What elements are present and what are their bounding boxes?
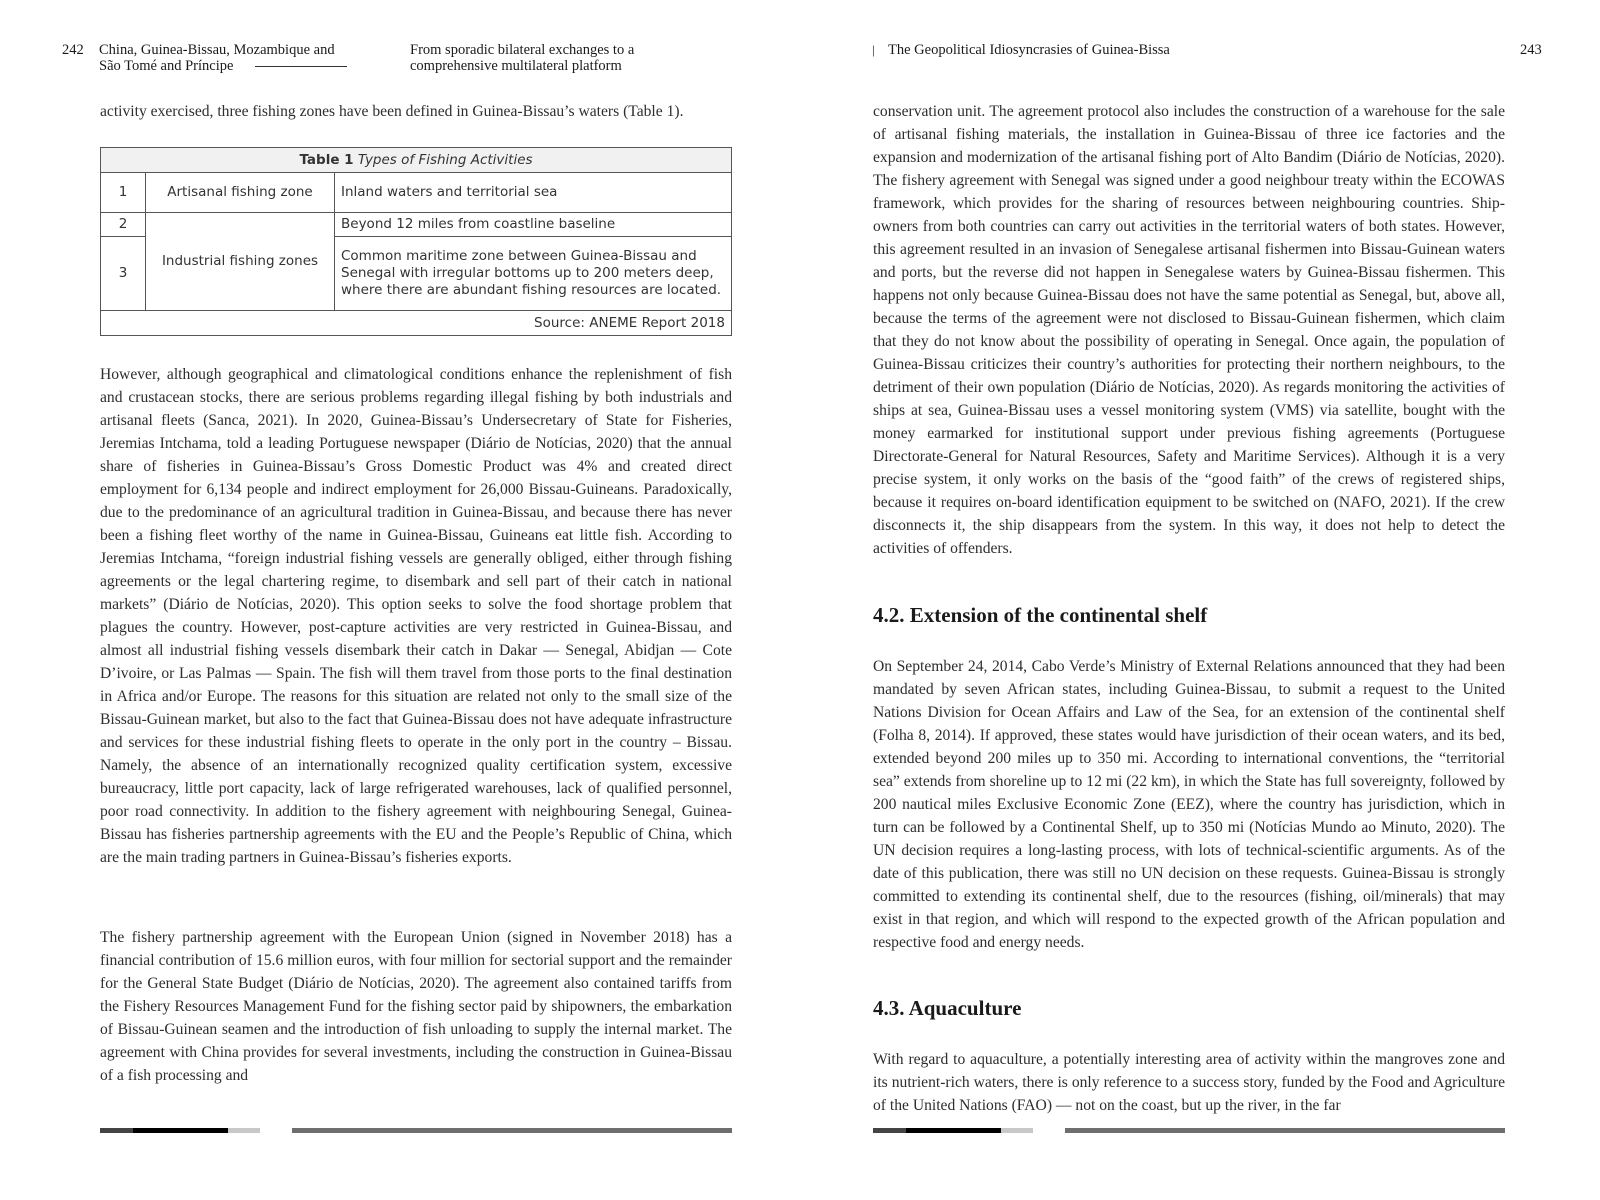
section-heading-4-2: 4.2. Extension of the continental shelf [873, 603, 1208, 627]
running-head-line: China, Guinea-Bissau, Mozambique and [99, 42, 335, 58]
section-heading-4-3: 4.3. Aquaculture [873, 996, 1022, 1020]
table-cell-num: 3 [101, 237, 146, 311]
running-head-line: comprehensive multilateral platform [410, 58, 622, 74]
intro-line [100, 100, 732, 123]
page-number: 243 [1520, 42, 1542, 58]
footer-bar-segment [292, 1128, 732, 1133]
paragraph: On September 24, 2014, Cabo Verde’s Ministry of External Relations announced that they had been mandated by seven African states, including Guinea-Bissau, to submit a request to the United Nations Division for Ocean Affairs and Law of the Sea, for an extension of the continental shelf (Folha 8, 2014). If approved, these states would have jurisdiction of their ocean waters, and its bed, extended beyond 200 miles up to 350 mi. According to international conventions, the “territorial sea” extends from shoreline up to 12 mi (22 km), in which the State has full sovereignty, followed by 200 nautical miles Exclusive Economic Zone (EEZ), where the country has jurisdiction, which in turn can be followed by a Continental Shelf, up to 350 mi (Notícias Mundo ao Minuto, 2020). The UN decision requires a long-lasting process, with lots of technical-scientific arguments. As of the date of this publication, there was still no UN decision on these requests. Guinea-Bissau is strongly committed to extending its continental shelf, due to the resources (fishing, oil/minerals) that may exist in that region, and which will respond to the expected growth of the African population and respective food and energy needs. [873, 658, 1505, 951]
table-caption-row [101, 148, 732, 173]
footer-bar-segment [1065, 1128, 1505, 1133]
body-paragraph-continued [873, 100, 1505, 560]
table-cell-description: Inland waters and territorial sea [335, 173, 732, 213]
table-source: Source: ANEME Report 2018 [101, 311, 732, 336]
table-cell-num: 1 [101, 173, 146, 213]
table-cell-num: 2 [101, 213, 146, 237]
footer-bar-segment [133, 1128, 228, 1133]
paragraph: activity exercised, three fishing zones have been defined in Guinea-Bissau’s waters (Table 1). [100, 103, 684, 120]
table-cell-zone: Industrial fishing zones [146, 213, 335, 311]
table-cell-description: Common maritime zone between Guinea-Bissau and Senegal with irregular bottoms up to 200 meters deep, where there are abundant fishing resources are located. [335, 237, 732, 311]
footer-bar-segment [1001, 1128, 1033, 1133]
page-number: 242 [62, 42, 84, 58]
running-head-chapter-title [410, 42, 634, 74]
running-head-rule [255, 66, 347, 67]
running-head-line: From sporadic bilateral exchanges to a [410, 42, 635, 58]
footer-bar-segment [100, 1128, 133, 1133]
section-4-3-paragraph [873, 1048, 1505, 1117]
fishing-activities-table [100, 147, 732, 336]
paragraph: With regard to aquaculture, a potentially interesting area of activity within the mangroves zone and its nutrient-rich waters, there is only reference to a success story, funded by the Food and Agriculture of the United Nations (FAO) — not on the coast, but up the river, in the far [873, 1051, 1505, 1114]
table-row [101, 213, 732, 237]
paragraph: The fishery partnership agreement with the European Union (signed in November 2018) has a financial contribution of 15.6 million euros, with four million for sectorial support and the remainder for the General State Budget (Diário de Notícias, 2020). The agreement also contained tariffs from the Fishery Resources Management Fund for the fishing sector paid by shipowners, the embarkation of Bissau-Guinean seamen and the introduction of fish unloading to supply the internal market. The agreement with China provides for several investments, including the construction in Guinea-Bissau of a fish processing and [100, 929, 732, 1084]
footer-bar [100, 1128, 732, 1133]
footer-bar-segment [906, 1128, 1001, 1133]
running-head-separator: | [872, 42, 875, 57]
table-caption-label: Table 1 [299, 151, 354, 168]
running-head-book-title [99, 42, 335, 74]
footer-bar-segment [228, 1128, 260, 1133]
footer-bar [873, 1128, 1505, 1133]
table-caption [101, 148, 732, 173]
running-head-book-title: The Geopolitical Idiosyncrasies of Guinea-Bissa [888, 42, 1170, 58]
body-paragraph-1 [100, 363, 732, 869]
body-paragraph-2 [100, 926, 732, 1087]
table-row [101, 173, 732, 213]
paragraph: conservation unit. The agreement protocol also includes the construction of a warehouse for the sale of artisanal fishing materials, the installation in Guinea-Bissau of three ice factories and the expansion and modernization of the artisanal fishing port of Alto Bandim (Diário de Notícias, 2020). The fishery agreement with Senegal was signed under a good neighbour treaty within the ECOWAS framework, which provides for the sharing of resources between neighbouring countries. Ship-owners from both countries can carry out activities in the territorial waters of both states. However, this agreement resulted in an invasion of Senegalese artisanal fishermen into Bissau-Guinean waters and ports, but the reverse did not happen in Senegalese waters by Guinea-Bissau fishermen. This happens not only because Guinea-Bissau does not have the same potential as Senegal, but, above all, because the terms of the agreement were not disclosed to Bissau-Guinean fishermen, which claim that they do not know about the possibility of operating in Senegal. Once again, the population of Guinea-Bissau criticizes their country’s authorities for protecting their northern neighbours, to the detriment of their own population (Diário de Notícias, 2020). As regards monitoring the activities of ships at sea, Guinea-Bissau uses a vessel monitoring system (VMS) via satellite, bought with the money earmarked for institutional support under previous fishing agreements (Portuguese Directorate-General for Natural Resources, Safety and Maritime Services). Although it is a very precise system, it only works on the basis of the “good faith” of the crews of registered ships, because it requires on-board identification equipment to be switched on (NAFO, 2021). If the crew disconnects it, the ship disappears from the system. In this way, it does not help to detect the activities of offenders. [873, 103, 1505, 557]
table-source-row [101, 311, 732, 336]
running-head-line: São Tomé and Príncipe [99, 58, 234, 74]
paragraph: However, although geographical and climatological conditions enhance the replenishment of fish and crustacean stocks, there are serious problems regarding illegal fishing by both industrials and artisanal fleets (Sanca, 2021). In 2020, Guinea-Bissau’s Undersecretary of State for Fisheries, Jeremias Intchama, told a leading Portuguese newspaper (Diário de Notícias, 2020) that the annual share of fisheries in Guinea-Bissau’s Gross Domestic Product was 4% and created direct employment for 6,134 people and indirect employment for 26,000 Bissau-Guineans. Paradoxically, due to the predominance of an agricultural tradition in Guinea-Bissau, and because there has never been a fishing fleet worthy of the name in Guinea-Bissau, Guineans eat little fish. According to Jeremias Intchama, “foreign industrial fishing vessels are generally obliged, either through fishing agreements or the legal chartering regime, to disembark and sell part of their catch in national markets” (Diário de Notícias, 2020). This option seeks to solve the food shortage problem that plagues the country. However, post-capture activities are very restricted in Guinea-Bissau, and almost all industrial fishing vessels disembark their catch in Dakar –– Senegal, Abidjan –– Cote D’ivoire, or Las Palmas –– Spain. The fish will them travel from those ports to the final destination in Africa and/or Europe. The reasons for this situation are related not only to the small size of the Bissau-Guinean market, but also to the fact that Guinea-Bissau does not have adequate infrastructure and services for these industrial fishing fleets to operate in the only port in the country – Bissau. Namely, the absence of an internationally recognized quality certification system, excessive bureaucracy, little port capacity, lack of large refrigerated warehouses, lack of qualified personnel, poor road connectivity. In addition to the fishery agreement with neighbouring Senegal, Guinea-Bissau has fisheries partnership agreements with the EU and the People’s Republic of China, which are the main trading partners in Guinea-Bissau’s fisheries exports. [100, 366, 732, 866]
section-4-2-paragraph [873, 655, 1505, 954]
table-caption-title: Types of Fishing Activities [357, 151, 533, 168]
table-cell-description: Beyond 12 miles from coastline baseline [335, 213, 732, 237]
footer-bar-segment [873, 1128, 906, 1133]
table-cell-zone: Artisanal fishing zone [146, 173, 335, 213]
